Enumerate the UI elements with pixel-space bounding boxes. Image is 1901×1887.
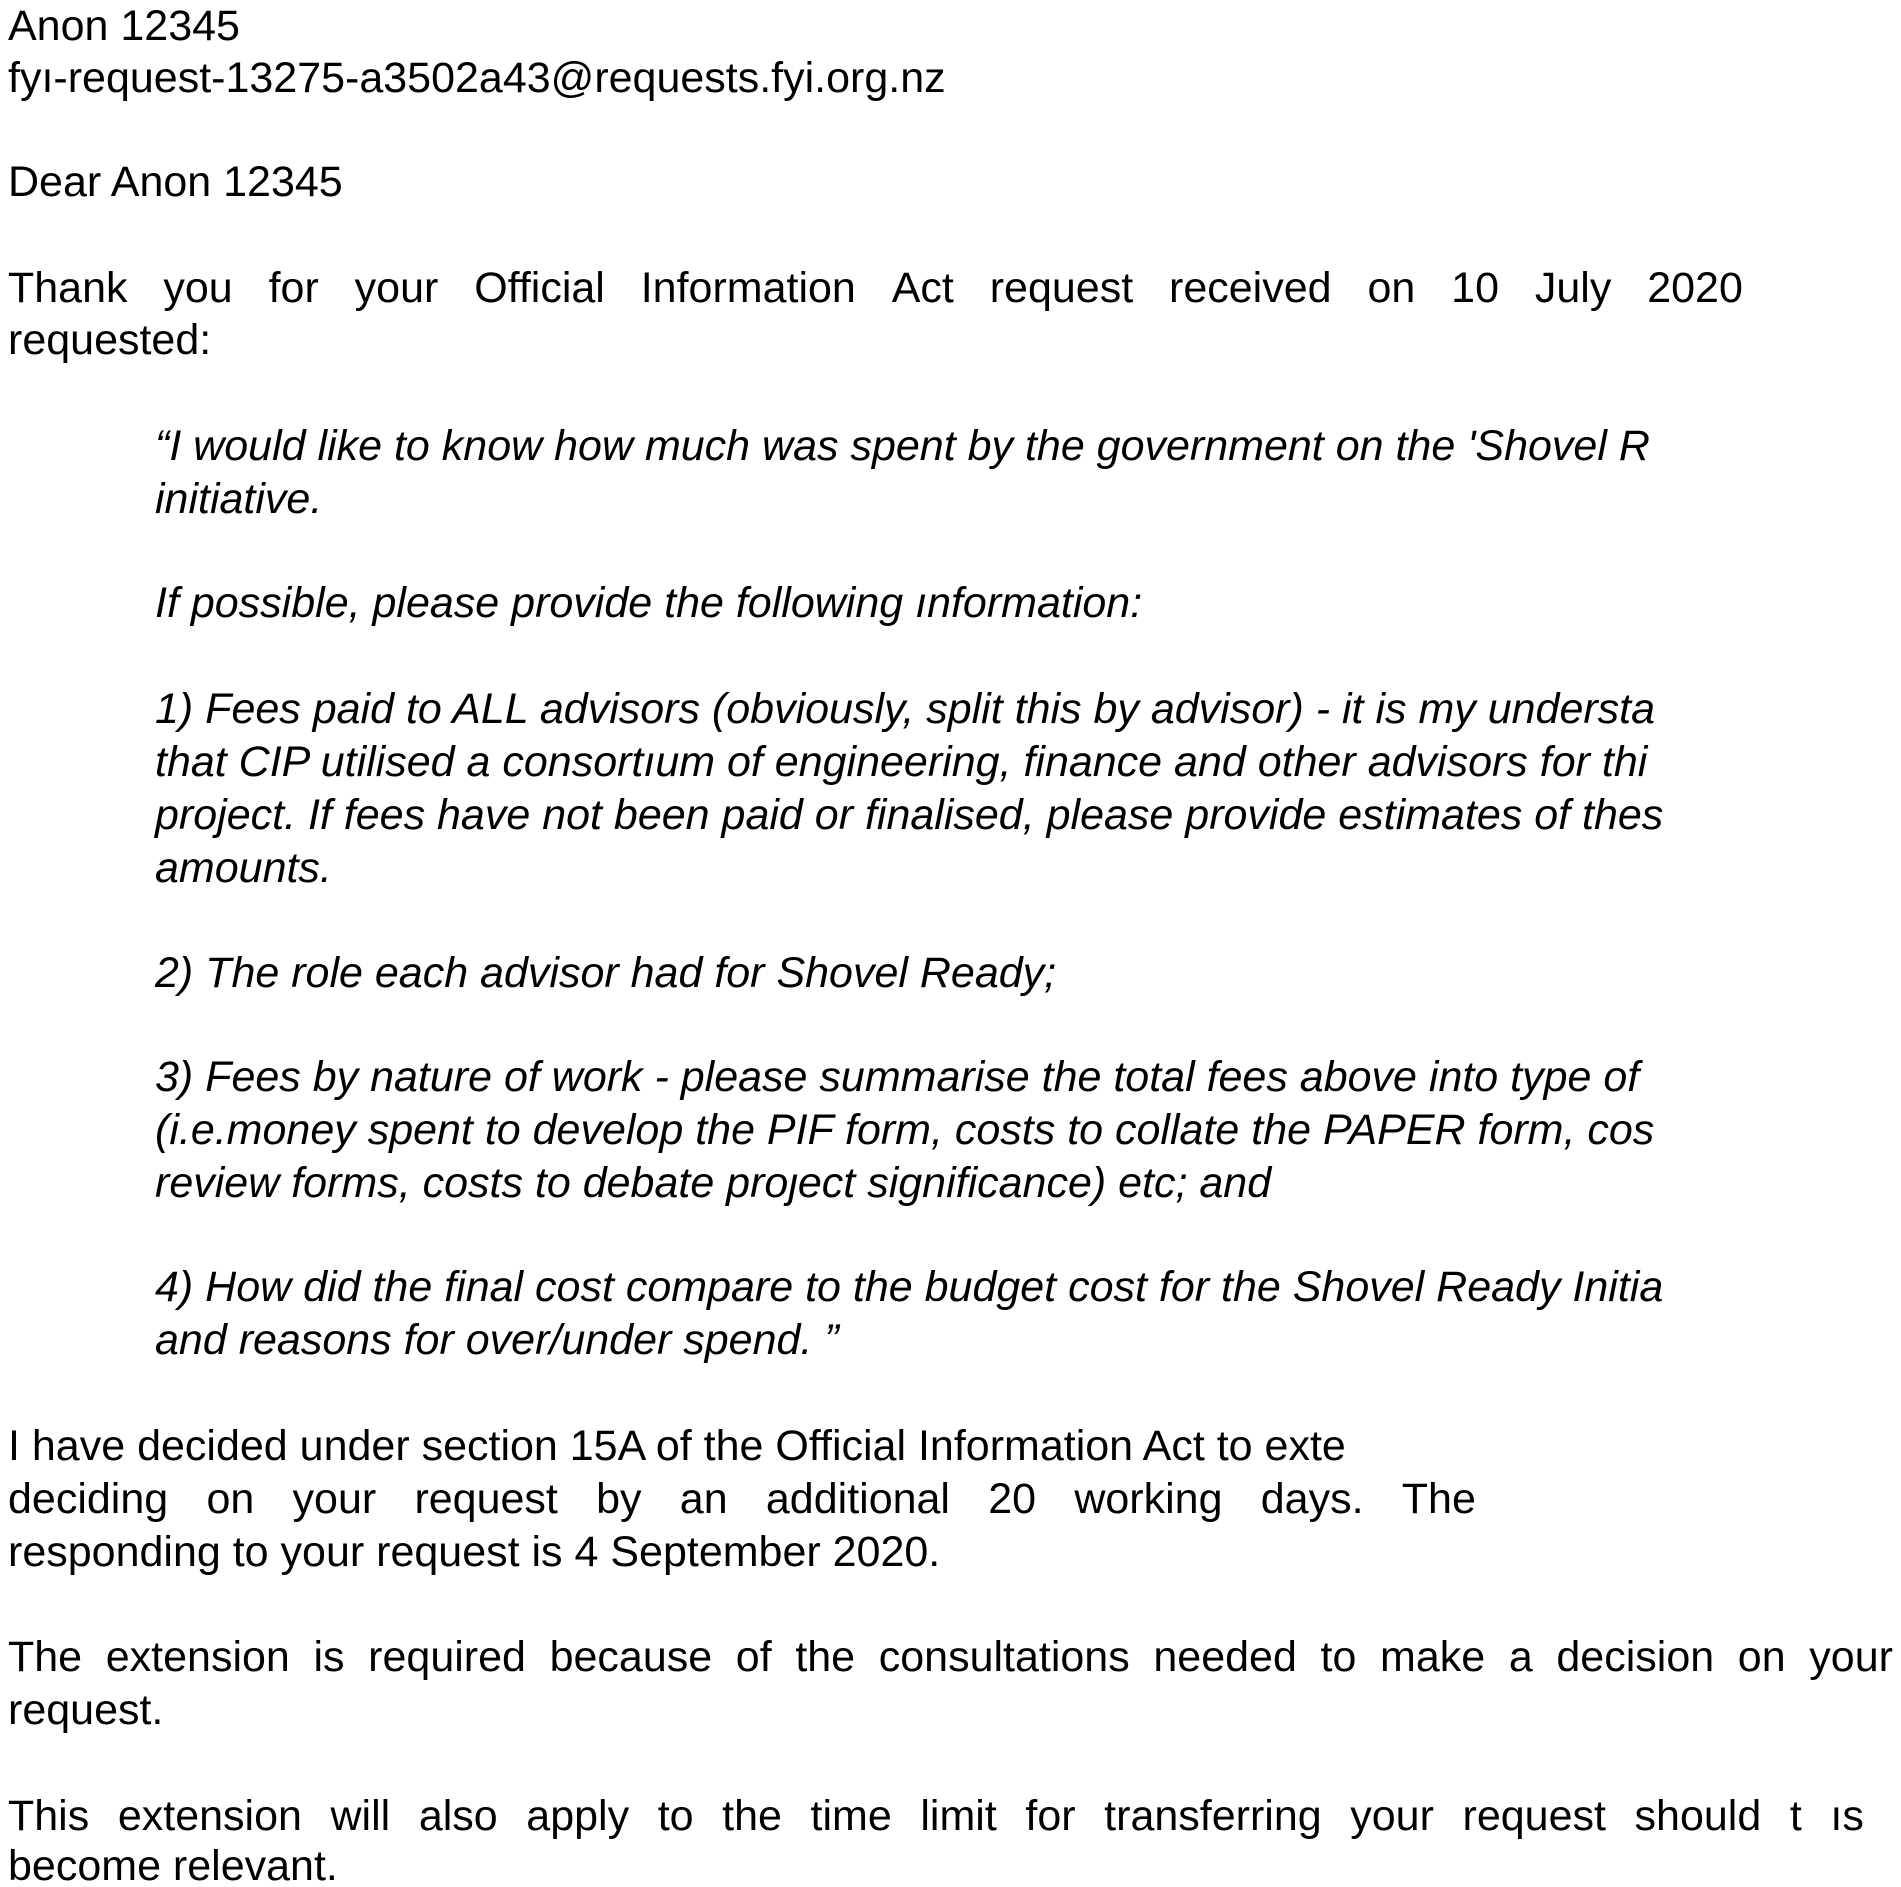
extension-reason-line-2: request. — [8, 1686, 164, 1734]
decision-line-2 — [8, 1473, 1476, 1525]
quote-p5-line-3: review forms, costs to debate proȷect significance) etc; and — [155, 1159, 1272, 1207]
intro-word: for — [268, 264, 319, 312]
extension-word: of — [735, 1633, 772, 1681]
extension-reason-line-1 — [8, 1631, 1893, 1683]
decision-word: deciding — [8, 1475, 169, 1523]
decision-word: additional — [765, 1475, 950, 1523]
decision-word: 20 — [988, 1475, 1037, 1523]
quote-p4-line-1: 2) The role each advisor had for Shovel Ready; — [155, 949, 1057, 997]
transfer-line-2: become relevant. — [8, 1842, 338, 1887]
extension-word: needed — [1153, 1633, 1297, 1681]
extension-word: because — [549, 1633, 713, 1681]
extension-word: the — [795, 1633, 856, 1681]
intro-word: 2020 — [1647, 264, 1743, 312]
extension-word: extension — [105, 1633, 290, 1681]
quote-p3-line-3: project. If fees have not been paid or finalised, please provide estimates of thes — [155, 791, 1664, 839]
transfer-word: transferring — [1104, 1792, 1322, 1840]
transfer-word: the — [722, 1792, 782, 1840]
transfer-word: extension — [117, 1792, 302, 1840]
transfer-word: apply — [526, 1792, 630, 1840]
quote-p3-line-1: 1) Fees paid to ALL advisors (obviously, split this by advisor) - it is my understa — [155, 685, 1656, 733]
intro-word: you — [163, 264, 233, 312]
quote-p5-line-1: 3) Fees by nature of work - please summarise the total fees above into type of — [155, 1053, 1640, 1101]
recipient-email: fyı-request-13275-a3502a43@requests.fyi.org.nz — [8, 54, 946, 102]
decision-line-1: I have decided under section 15A of the Official Information Act to exte — [8, 1422, 1346, 1470]
transfer-word: t — [1789, 1792, 1802, 1840]
transfer-word: request — [1462, 1792, 1606, 1840]
decision-word: your — [292, 1475, 377, 1523]
extension-word: on — [1737, 1633, 1786, 1681]
extension-word: required — [368, 1633, 526, 1681]
intro-word: Information — [640, 264, 856, 312]
quote-p2-line-1: If possible, please provide the following ınformation: — [155, 579, 1143, 627]
decision-line-3: responding to your request is 4 September 2020. — [8, 1528, 941, 1576]
quote-p1-line-1: “I would like to know how much was spent by the government on the 'Shovel R — [155, 422, 1650, 470]
decision-word: The — [1401, 1475, 1476, 1523]
extension-word: consultations — [878, 1633, 1130, 1681]
transfer-word: to — [657, 1792, 694, 1840]
extension-word: decision — [1556, 1633, 1715, 1681]
salutation: Dear Anon 12345 — [8, 158, 343, 206]
intro-word: July — [1534, 264, 1612, 312]
transfer-word: should — [1634, 1792, 1762, 1840]
transfer-word: ıs — [1830, 1792, 1864, 1840]
quote-p3-line-2: that CIP utilised a consortıum of engineering, finance and other advisors for thi — [155, 738, 1648, 786]
transfer-word: time — [810, 1792, 892, 1840]
quote-p6-line-1: 4) How did the final cost compare to the budget cost for the Shovel Ready Initia — [155, 1263, 1664, 1311]
intro-line-1 — [8, 262, 1743, 314]
quote-p6-line-2: and reasons for over/under spend. ” — [155, 1316, 839, 1364]
extension-word: a — [1508, 1633, 1533, 1681]
intro-word: your — [354, 264, 439, 312]
recipient-name: Anon 12345 — [8, 2, 240, 50]
intro-word: request — [989, 264, 1134, 312]
intro-word: Official — [474, 264, 605, 312]
transfer-word: also — [418, 1792, 498, 1840]
decision-word: an — [679, 1475, 728, 1523]
quote-p3-line-4: amounts. — [155, 844, 332, 892]
decision-word: on — [206, 1475, 255, 1523]
decision-word: request — [414, 1475, 558, 1523]
transfer-word: limit — [920, 1792, 997, 1840]
decision-word: by — [596, 1475, 642, 1523]
quote-p5-line-2: (i.e.money spent to develop the PIF form, costs to collate the PAPER form, cos — [155, 1106, 1655, 1154]
intro-word: received — [1169, 264, 1332, 312]
intro-word: Thank — [8, 264, 128, 312]
intro-word: Act — [891, 264, 954, 312]
extension-word: The — [8, 1633, 83, 1681]
extension-word: your — [1809, 1633, 1893, 1681]
intro-word: 10 — [1451, 264, 1499, 312]
quote-p1-line-2: initiative. — [155, 475, 323, 523]
transfer-word: your — [1350, 1792, 1434, 1840]
decision-word: working — [1074, 1475, 1223, 1523]
extension-word: is — [313, 1633, 345, 1681]
transfer-word: This — [8, 1792, 90, 1840]
intro-word: on — [1367, 264, 1416, 312]
intro-line-2: requested: — [8, 316, 212, 364]
transfer-line-1 — [8, 1790, 1864, 1842]
transfer-word: for — [1025, 1792, 1076, 1840]
transfer-word: will — [330, 1792, 391, 1840]
decision-word: days. — [1260, 1475, 1364, 1523]
extension-word: make — [1380, 1633, 1486, 1681]
extension-word: to — [1320, 1633, 1357, 1681]
